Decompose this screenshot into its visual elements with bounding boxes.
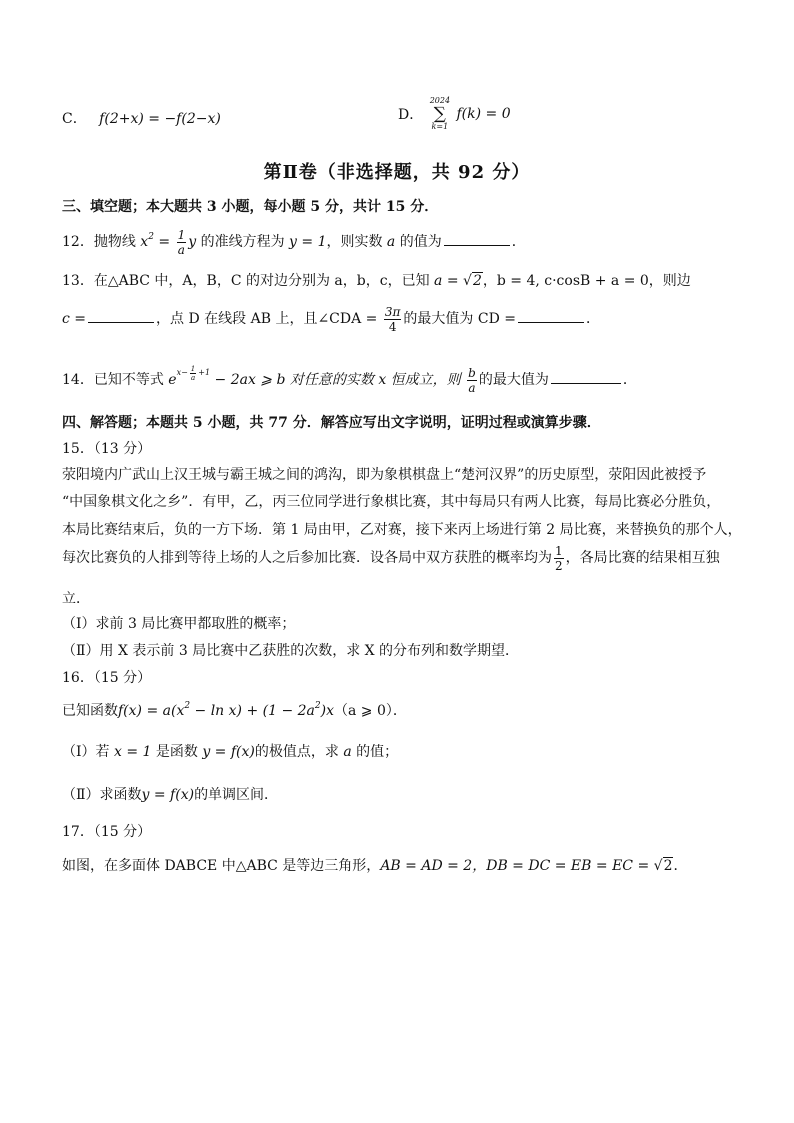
q15-probability: $\frac{1}{2}$: [555, 543, 563, 573]
q14-exponential: ex− $\frac{1}{a}$ +1: [168, 364, 211, 388]
q15-p4: [62, 543, 720, 573]
q13-a-value: a = √2: [434, 273, 482, 289]
option-c: [62, 108, 221, 128]
q12-answer-blank: [444, 244, 510, 246]
question-13: [62, 270, 691, 290]
option-c-expr: f(2+x) = −f(2−x): [99, 111, 221, 127]
q15-sub2: （Ⅱ）用 X 表示前 3 局比赛中乙获胜的次数，求 X 的分布列和数学期望．: [62, 643, 520, 659]
q16-sub1-b: 是函数: [155, 744, 198, 760]
q13-text-d: ，点 D 在线段 AB 上，且∠CDA =: [156, 311, 378, 327]
option-c-label: C．: [62, 111, 87, 127]
q15-p4-b: ，各局比赛的结果相互独: [565, 550, 720, 566]
q12-text-c: ，则实数: [326, 234, 383, 250]
q17-stem-b: AB = AD = 2，DB = DC = EB = EC =: [380, 858, 650, 874]
question-12: [62, 222, 526, 257]
q15-sub1: （Ⅰ）求前 3 局比赛甲都取胜的概率；: [62, 616, 296, 632]
q16-function: $f(x) = a(x^2 - \ln x) + (1 - 2a^2)x$: [118, 701, 334, 719]
q17-stem-a: 如图，在多面体 DABCE 中△ABC 是等边三角形，: [62, 858, 381, 874]
q17-head: 17．（15 分）: [62, 824, 152, 840]
q13-answer-blank-1: [88, 321, 154, 323]
q14-number: 14．: [62, 372, 94, 388]
q15-p4-a: 每次比赛负的人排到等待上场的人之后参加比赛．设各局中双方获胜的概率均为: [62, 550, 552, 566]
q13-end: ．: [585, 311, 600, 327]
sigma-symbol: ∑: [433, 104, 446, 124]
q13-text-c: c =: [62, 311, 87, 327]
section3-title: 三、填空题；本大题共 3 小题，每小题 5 分，共计 15 分．: [62, 199, 439, 215]
q16-var-a: a: [338, 744, 357, 760]
q13-answer-blank-2: [518, 321, 584, 323]
q17-sqrt2: √2: [653, 858, 673, 874]
q15-p1: 荥阳境内广武山上汉王城与霸王城之间的鸿沟，即为象棋棋盘上“楚河汉界”的历史原型，荥阳因此被授予: [62, 467, 707, 483]
q13-text-a: 在△ABC 中，A，B，C 的对边分别为 a，b，c，已知: [93, 273, 430, 289]
part2-title: 第Ⅱ卷（非选择题，共 92 分）: [263, 162, 531, 183]
q13-text-e: 的最大值为 CD =: [403, 311, 516, 327]
q12-end: ．: [511, 234, 526, 250]
q16-sub1-a: （Ⅰ）若: [62, 744, 110, 760]
q16-sub1: [62, 741, 398, 761]
sum-lower-limit: k=1: [431, 122, 449, 131]
option-d: [398, 96, 511, 132]
q16-sub2-a: （Ⅱ）求函数: [62, 787, 142, 803]
option-d-sum: [430, 96, 450, 132]
q12-text-b: 的准线方程为: [200, 234, 285, 250]
q14-text-a: 已知不等式: [93, 372, 164, 388]
q16-y-fx-2: y = f(x): [141, 787, 195, 803]
question-14: [62, 358, 637, 395]
q14-text-c: 的最大值为: [478, 372, 549, 388]
q16-y-fx: y = f(x): [197, 744, 255, 760]
q13-text-b: ，b = 4, c·cosB + a = 0，则边: [482, 273, 691, 289]
question-13-line2: [62, 304, 600, 334]
q16-sub1-d: 的值；: [356, 744, 399, 760]
q16-x-equals-1: x = 1: [109, 744, 156, 760]
q15-head: 15．（13 分）: [62, 441, 152, 457]
q15-p2: “中国象棋文化之乡”．有甲，乙，丙三位同学进行象棋比赛，其中每局只有两人比赛，每局比赛必分胜负，: [62, 494, 721, 510]
q12-text-a: 抛物线: [93, 234, 136, 250]
q14-end: ．: [622, 372, 637, 388]
section4-title: 四、解答题；本题共 5 小题，共 77 分．解答应写出文字说明，证明过程或演算步骤．: [62, 415, 601, 431]
option-d-label: D．: [398, 107, 424, 123]
q16-stem: [62, 700, 407, 720]
sum-upper-limit: 2024: [429, 96, 451, 105]
q16-stem-a: 已知函数: [62, 703, 118, 719]
q16-sub2-b: 的单调区间．: [194, 787, 279, 803]
q13-number: 13．: [62, 273, 94, 289]
q16-sub1-c: 的极值点，求: [254, 744, 339, 760]
q16-sub2: [62, 784, 278, 804]
q14-fraction: $\frac{b}{a}$: [468, 365, 476, 395]
q12-var-a: a: [382, 234, 400, 250]
q12-directrix: y = 1: [284, 234, 327, 250]
q17-stem: [62, 855, 687, 875]
q16-head: 16．（15 分）: [62, 670, 152, 686]
q16-stem-b: （a ⩾ 0）．: [334, 703, 407, 719]
q17-end: ．: [673, 858, 688, 874]
q15-p5: 立．: [62, 591, 90, 607]
q12-text-d: 的值为: [399, 234, 442, 250]
q14-text-b: − 2ax ⩾ b 对任意的实数 x 恒成立，则: [214, 372, 461, 388]
q12-number: 12．: [62, 234, 94, 250]
q12-equation: $x^2$ = $\frac{1}{a}$ y: [140, 227, 197, 257]
q15-p3: 本局比赛结束后，负的一方下场．第 1 局由甲，乙对赛，接下来丙上场进行第 2 局比赛，来替换负的那个人，: [62, 522, 742, 538]
q14-answer-blank: [551, 382, 621, 384]
q13-angle-fraction: $\frac{3\pi}{4}$: [384, 304, 401, 334]
option-d-expr: f(k) = 0: [456, 106, 511, 122]
